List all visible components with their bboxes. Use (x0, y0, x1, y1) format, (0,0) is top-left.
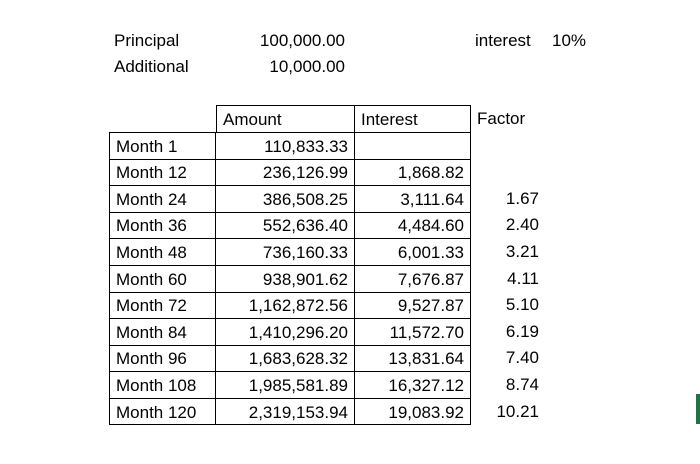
cell-factor[interactable]: 7.40 (505, 348, 539, 367)
cell-amount[interactable]: 552,636.40 (216, 212, 355, 238)
header-amount: Amount (216, 105, 355, 132)
row-label: Month 96 (109, 345, 216, 371)
cell-amount[interactable]: 736,160.33 (216, 238, 355, 265)
cell-factor[interactable]: 2.40 (505, 215, 539, 234)
additional-value[interactable]: 10,000.00 (269, 57, 345, 76)
cell-factor[interactable]: 1.67 (505, 189, 539, 208)
row-label: Month 36 (109, 212, 216, 238)
row-label: Month 48 (109, 238, 216, 265)
cell-factor[interactable] (471, 159, 545, 185)
cell-interest[interactable]: 9,527.87 (355, 292, 471, 318)
cell-amount[interactable]: 1,985,581.89 (216, 371, 355, 398)
cell-amount[interactable]: 1,410,296.20 (216, 318, 355, 345)
principal-value[interactable]: 100,000.00 (259, 31, 345, 50)
cell-factor[interactable]: 4.11 (507, 269, 539, 288)
principal-label: Principal (114, 31, 180, 50)
cell-factor[interactable]: 5.10 (505, 295, 539, 314)
cell-interest[interactable]: 11,572.70 (355, 318, 471, 345)
excel-selection-marker (696, 394, 700, 424)
cell-amount[interactable]: 938,901.62 (216, 265, 355, 292)
cell-interest[interactable]: 6,001.33 (355, 238, 471, 265)
cell-interest[interactable]: 1,868.82 (355, 159, 471, 185)
cell-factor[interactable]: 6.19 (505, 322, 539, 341)
cell-interest[interactable] (355, 132, 471, 159)
row-label: Month 1 (109, 132, 216, 159)
cell-factor[interactable]: 3.21 (505, 242, 539, 261)
cell-amount[interactable]: 1,162,872.56 (216, 292, 355, 318)
cell-interest[interactable]: 3,111.64 (355, 185, 471, 212)
header-interest: Interest (355, 105, 471, 132)
row-label: Month 84 (109, 318, 216, 345)
header-factor: Factor (477, 109, 526, 128)
cell-amount[interactable]: 386,508.25 (216, 185, 355, 212)
cell-factor[interactable]: 8.74 (505, 375, 539, 394)
cell-amount[interactable]: 236,126.99 (216, 159, 355, 185)
cell-interest[interactable]: 13,831.64 (355, 345, 471, 371)
row-label: Month 120 (109, 398, 216, 425)
cell-amount[interactable]: 2,319,153.94 (216, 398, 355, 425)
cell-interest[interactable]: 7,676.87 (355, 265, 471, 292)
cell-factor[interactable]: 10.21 (496, 402, 539, 421)
row-label: Month 24 (109, 185, 216, 212)
cell-interest[interactable]: 19,083.92 (355, 398, 471, 425)
row-label: Month 72 (109, 292, 216, 318)
cell-amount[interactable]: 110,833.33 (216, 132, 355, 159)
row-label: Month 12 (109, 159, 216, 185)
row-label: Month 108 (109, 371, 216, 398)
cell-amount[interactable]: 1,683,628.32 (216, 345, 355, 371)
interest-label: interest (475, 31, 531, 50)
cell-interest[interactable]: 4,484.60 (355, 212, 471, 238)
interest-value[interactable]: 10% (552, 31, 587, 50)
cell-interest[interactable]: 16,327.12 (355, 371, 471, 398)
row-label: Month 60 (109, 265, 216, 292)
additional-label: Additional (114, 57, 189, 76)
cell-factor[interactable] (471, 132, 545, 159)
